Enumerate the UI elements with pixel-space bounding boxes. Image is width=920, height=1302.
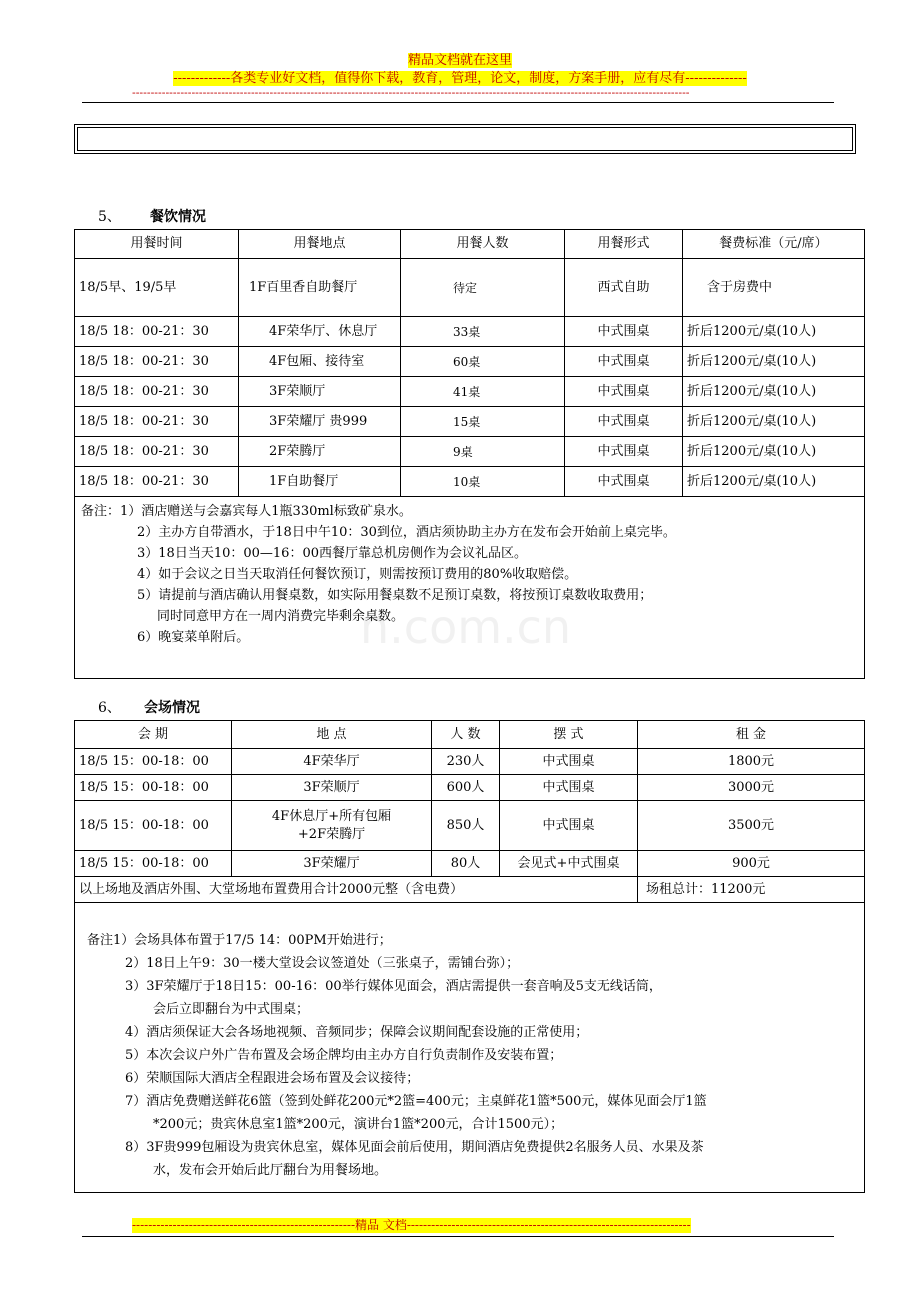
dining-col-price: 餐费标准（元/席） <box>683 230 865 259</box>
dining-col-people: 用餐人数 <box>401 230 565 259</box>
venue-header-row <box>75 721 865 749</box>
table-row: 18/5 18：00-21：30 3F荣顺厅 41桌 中式围桌 折后1200元/桌(10人) <box>75 377 865 407</box>
dining-col-place: 用餐地点 <box>239 230 401 259</box>
section-5-heading: 5、 餐饮情况 <box>98 209 206 225</box>
footer-banner: -------------------------------------------------------精品 文档---------------------------------------------------------------------- <box>132 1218 691 1232</box>
watermark: n.com.cn <box>360 600 572 654</box>
table-row: 18/5 18：00-21：30 2F荣腾厅 9桌 中式围桌 折后1200元/桌(10人) <box>75 437 865 467</box>
dining-col-time: 用餐时间 <box>75 230 239 259</box>
table-row: 18/5 15：00-18：00 4F荣华厅 230人 中式围桌 1800元 <box>75 749 865 775</box>
venue-layout-fee: 以上场地及酒店外围、大堂场地布置费用合计2000元整（含电费） <box>75 877 638 903</box>
table-row: 18/5 18：00-21：30 1F自助餐厅 10桌 中式围桌 折后1200元/桌(10人) <box>75 467 865 497</box>
header-title: 精品文档就在这里 <box>407 53 512 68</box>
table-row: 18/5 18：00-21：30 3F荣耀厅 贵999 15桌 中式围桌 折后1200元/桌(10人) <box>75 407 865 437</box>
dining-col-style: 用餐形式 <box>565 230 683 259</box>
table-row: 18/5 18：00-21：30 4F包厢、接待室 60桌 中式围桌 折后1200元/桌(10人) <box>75 347 865 377</box>
venue-col-place: 地 点 <box>232 721 432 749</box>
dining-header-row <box>75 230 865 259</box>
venue-col-layout: 摆 式 <box>500 721 638 749</box>
dining-table <box>74 229 865 679</box>
table-row: 18/5 15：00-18：00 3F荣耀厅 80人 会见式+中式围桌 900元 <box>75 851 865 877</box>
empty-table-box <box>74 124 856 154</box>
section-6-heading: 6、 会场情况 <box>98 700 200 716</box>
venue-col-rent: 租 金 <box>638 721 865 749</box>
dining-notes-row <box>75 497 865 679</box>
venue-notes-row <box>75 903 865 1193</box>
header-rule <box>82 102 834 103</box>
table-row: 18/5 15：00-18：00 4F休息厅+所有包厢 +2F荣腾厅 850人 中式围桌 3500元 <box>75 801 865 851</box>
footer-rule <box>82 1236 834 1237</box>
header-dashes: ------------------------------------------------------------------------------------------------------------------------------------------------------ <box>132 87 690 99</box>
table-row: 18/5早、19/5早 1F百里香自助餐厅 待定 西式自助 含于房费中 <box>75 259 865 317</box>
header-slogan: -------------各类专业好文档，值得你下载，教育，管理，论文，制度，方案手册，应有尽有-------------- <box>173 71 747 86</box>
venue-rent-total: 场租总计：11200元 <box>638 877 865 903</box>
venue-notes: 备注1）会场具体布置于17/5 14：00PM开始进行； 2）18日上午9：30一楼大堂设会议签道处（三张桌子，需铺台弥）； 3）3F荣耀厅于18日15：00-16：00举行媒体见面会，酒店需提供一套音响及5支无线话筒， 会后立即翻台为中式围桌； 4）酒店须保证大会各场地视频、音频同步；保障会议期间配套设施的正常使用； 5）本次会议户外广告布置及会场企牌均由主办方自行负责制作及安装布置； 6）荣顺国际大酒店全程跟进会场布置及会议接待； 7）酒店免费赠送鲜花6篮（签到处鲜花200元*2篮=400元；主桌鲜花1篮*500元，媒体见面会厅1篮 *200元；贵宾休息室1篮*200元，演讲台1篮*200元，合计1500元）； 8）3F贵999包厢设为贵宾休息室，媒体见面会前后使用，期间酒店免费提供2名服务人员、水果及茶 水，发布会开始后此厅翻台为用餐场地。 <box>75 903 865 1193</box>
venue-col-period: 会 期 <box>75 721 232 749</box>
venue-table <box>74 720 865 1193</box>
table-row: 18/5 18：00-21：30 4F荣华厅、休息厅 33桌 中式围桌 折后1200元/桌(10人) <box>75 317 865 347</box>
venue-summary-row <box>75 877 865 903</box>
dining-notes: 备注：1）酒店赠送与会嘉宾每人1瓶330ml标致矿泉水。 2）主办方自带酒水，于18日中午10：30到位，酒店须协助主办方在发布会开始前上桌完毕。 3）18日当天10：00—16：00西餐厅靠总机房侧作为会议礼品区。 4）如于会议之日当天取消任何餐饮预订，则需按预订费用的80%收取赔偿。 5）请提前与酒店确认用餐桌数，如实际用餐桌数不足预订桌数，将按预订桌数收取费用； 同时同意甲方在一周内消费完毕剩余桌数。 6）晚宴菜单附后。 <box>75 497 865 679</box>
table-row: 18/5 15：00-18：00 3F荣顺厅 600人 中式围桌 3000元 <box>75 775 865 801</box>
venue-col-people: 人 数 <box>432 721 500 749</box>
